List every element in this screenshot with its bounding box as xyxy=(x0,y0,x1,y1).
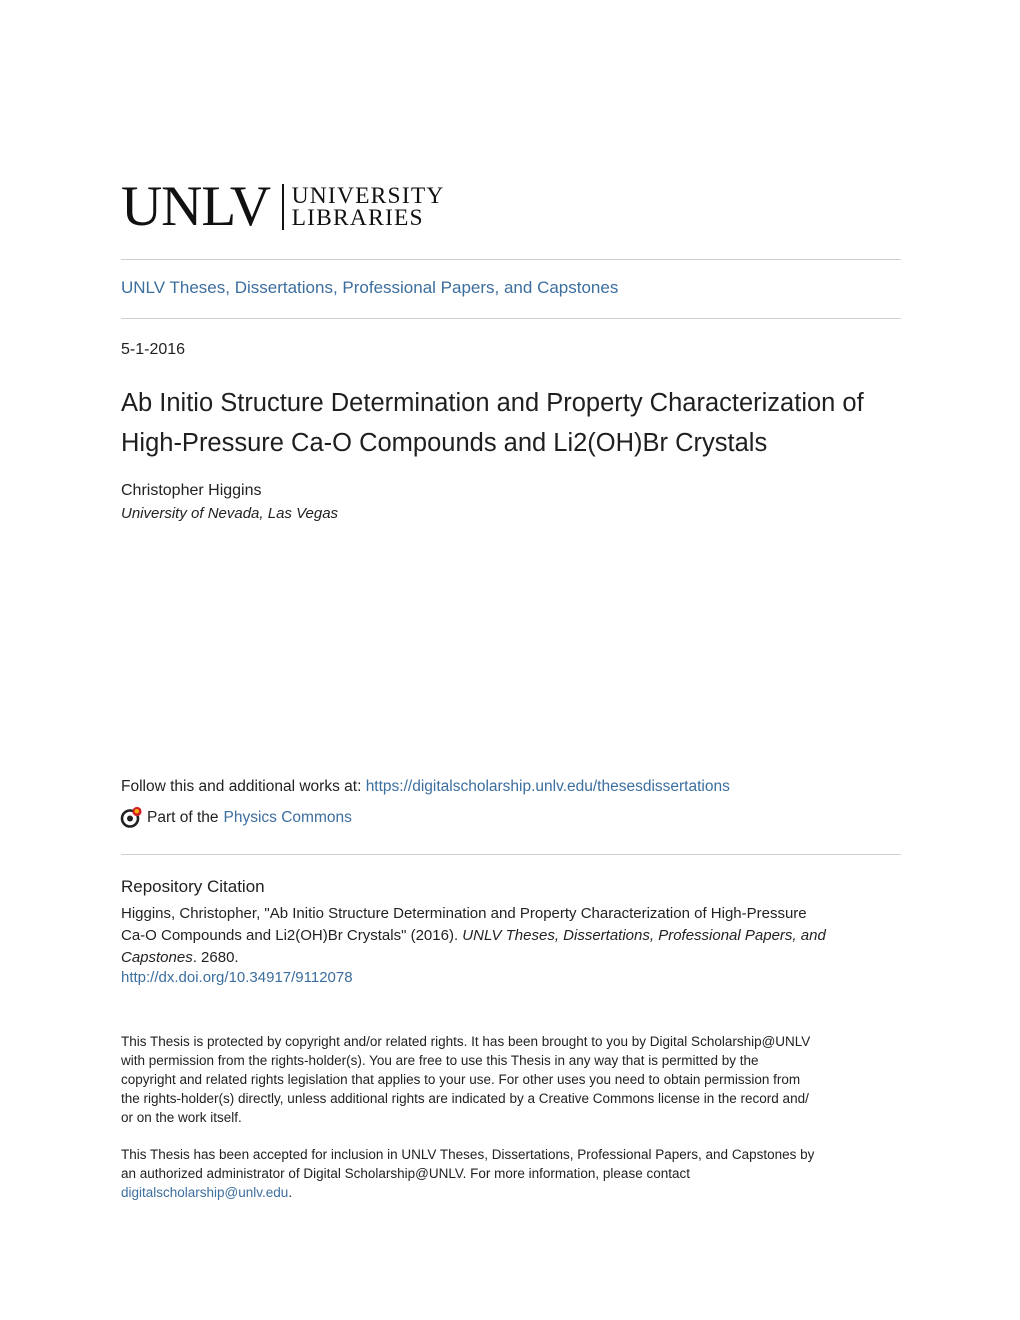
follow-label: Follow this and additional works at: xyxy=(121,778,366,795)
doi-link[interactable]: http://dx.doi.org/10.34917/9112078 xyxy=(121,969,353,986)
unlv-libraries-logo[interactable] xyxy=(121,175,445,238)
rights-line: with permission from the rights-holder(s). You are free to use this Thesis in any way that is permitted by the xyxy=(121,1053,759,1068)
logo-wordmark xyxy=(292,185,445,229)
citation-number: . 2680. xyxy=(192,949,239,966)
citation-series-italic: UNLV Theses, Dissertations, Professional Papers, and xyxy=(462,927,826,944)
logo-line-university: UNIVERSITY xyxy=(291,183,445,209)
rights-line: the rights-holder(s) directly, unless additional rights are indicated by a Creative Commons license in the record and/ xyxy=(121,1091,809,1106)
rights-line: This Thesis is protected by copyright and/or related rights. It has been brought to you by Digital Scholarship@UNLV xyxy=(121,1034,811,1049)
citation-series-italic-end: Capstones xyxy=(121,949,193,966)
rights-line: or on the work itself. xyxy=(121,1110,242,1125)
physics-commons-link[interactable]: Physics Commons xyxy=(223,809,352,826)
title-line-2: High-Pressure Ca-O Compounds and Li2(OH)Br Crystals xyxy=(121,429,768,457)
part-of-label: Part of the xyxy=(147,809,219,826)
citation-line-1: Higgins, Christopher, "Ab Initio Structure Determination and Property Characterization of High-Pressure xyxy=(121,905,807,922)
accepted-period: . xyxy=(288,1185,293,1200)
rights-line: copyright and related rights legislation that applies to your use. For other uses you need to obtain permission from xyxy=(121,1072,801,1087)
collection-url-link[interactable]: https://digitalscholarship.unlv.edu/thesesdissertations xyxy=(365,778,730,795)
divider-top xyxy=(121,259,901,260)
publication-date: 5-1-2016 xyxy=(121,341,186,358)
commons-network-icon xyxy=(120,806,144,830)
accepted-line: an authorized administrator of Digital Scholarship@UNLV. For more information, please contact xyxy=(121,1166,690,1181)
title-line-1: Ab Initio Structure Determination and Property Characterization of xyxy=(121,389,864,417)
follow-line xyxy=(121,778,730,796)
collection-link[interactable]: UNLV Theses, Dissertations, Professional Papers, and Capstones xyxy=(121,278,619,297)
citation-heading: Repository Citation xyxy=(121,877,265,896)
author-name: Christopher Higgins xyxy=(121,482,262,499)
divider-collection xyxy=(121,318,901,319)
citation-line-2: Ca-O Compounds and Li2(OH)Br Crystals" (2016). xyxy=(121,927,463,944)
accepted-line: This Thesis has been accepted for inclusion in UNLV Theses, Dissertations, Professional Papers, and Capstones by xyxy=(121,1147,815,1162)
citation-text xyxy=(121,903,901,969)
logo-mark: UNLV xyxy=(121,175,271,238)
part-of-line xyxy=(120,806,352,830)
rights-statement xyxy=(121,1032,901,1127)
contact-email-link[interactable]: digitalscholarship@unlv.edu xyxy=(121,1185,289,1200)
logo-line-libraries: LIBRARIES xyxy=(291,205,424,231)
divider-citation xyxy=(121,854,901,855)
acceptance-statement xyxy=(121,1145,901,1202)
logo-divider xyxy=(282,184,284,230)
document-title xyxy=(121,383,911,463)
author-affiliation: University of Nevada, Las Vegas xyxy=(121,505,339,522)
